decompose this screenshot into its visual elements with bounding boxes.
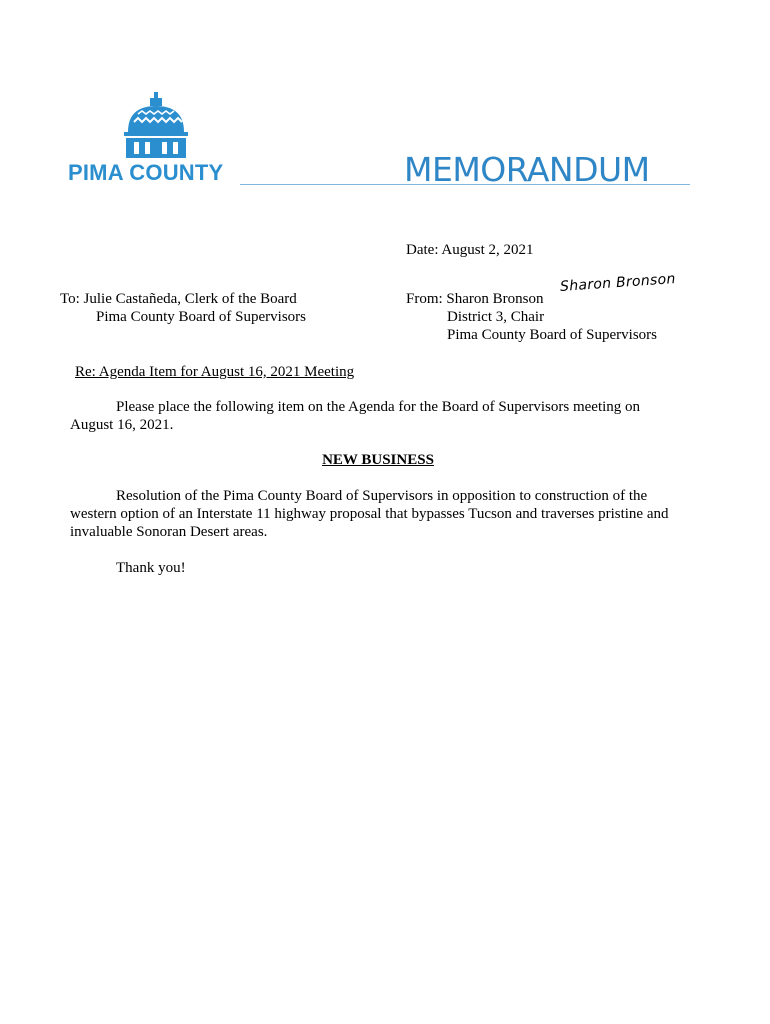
paragraph-text: Please place the following item on the Agenda for the Board of Supervisors meeting on August 16, 2021.: [70, 399, 641, 433]
from-organization: Pima County Board of Supervisors: [447, 327, 657, 343]
body-paragraph-request: [70, 398, 680, 434]
memorandum-title: MEMORANDUM: [404, 150, 650, 189]
paragraph-text: Resolution of the Pima County Board of Supervisors in opposition to construction of the western option of an Interstate 11 highway proposal that bypasses Tucson and traverses pristine and invaluable Sonoran Desert areas.: [70, 488, 669, 540]
courthouse-dome-icon: [120, 92, 192, 160]
to-organization: Pima County Board of Supervisors: [96, 309, 306, 325]
memo-date: Date: August 2, 2021: [406, 242, 534, 258]
from-title: District 3, Chair: [447, 309, 545, 325]
logo-wordmark: PIMA COUNTY: [68, 160, 224, 185]
to-recipient: To: Julie Castañeda, Clerk of the Board: [60, 291, 297, 307]
closing-line: Thank you!: [116, 560, 186, 576]
subject-line: Re: Agenda Item for August 16, 2021 Meeting: [75, 364, 355, 380]
body-paragraph-resolution: [70, 487, 680, 541]
section-heading: NEW BUSINESS: [322, 452, 434, 468]
handwritten-signature: Sharon Bronson: [559, 270, 677, 296]
header-divider: [240, 184, 690, 185]
from-sender: From: Sharon Bronson: [406, 291, 544, 307]
pima-county-logo: [68, 92, 240, 184]
